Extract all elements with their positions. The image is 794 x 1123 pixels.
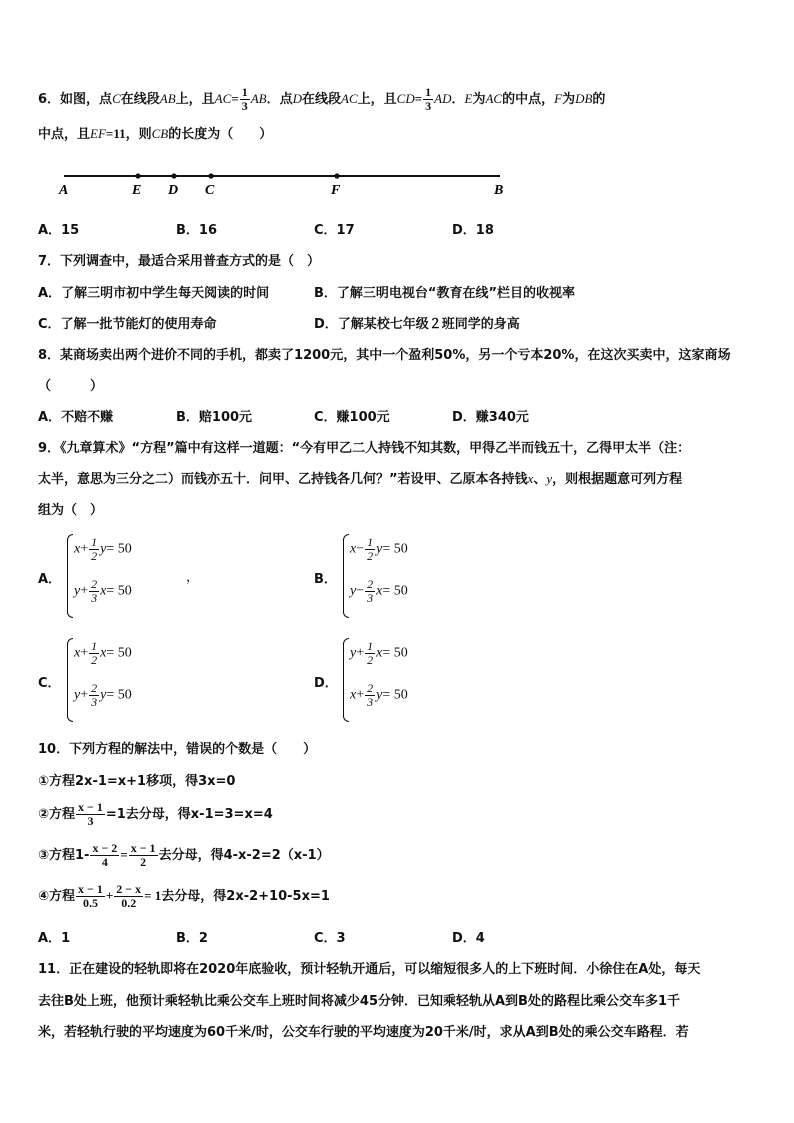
q9-line3: 组为（ ） xyxy=(38,503,104,518)
q11-line3: 米，若轻轨行驶的平均速度为60千米/时，公交车行驶的平均速度为20千米/时，求从A到B处的乘公交车路程．若 xyxy=(38,1025,689,1040)
option-letter: A． xyxy=(38,572,62,587)
label-e: E xyxy=(132,183,142,198)
q10-item-3: ③方程1- $\frac{x - 2}{4}$ = $\frac{x - 1}{2}$ 去分母，得4-x-2=2（x-1） xyxy=(38,841,330,869)
point-c xyxy=(208,173,213,178)
equation-1: x+ $\frac{1}{2}$ x= 50 xyxy=(74,639,132,667)
q9-option-b[interactable] xyxy=(314,532,574,620)
q10-option-a[interactable]: A．1 xyxy=(38,931,71,946)
equation-2: y+ $\frac{2}{3}$ y= 50 xyxy=(74,681,132,709)
label-c: C xyxy=(205,183,215,198)
equation-1: x− $\frac{1}{2}$ y= 50 xyxy=(350,535,408,563)
equation-1: x+ $\frac{1}{2}$ y= 50 xyxy=(74,535,132,563)
q6-option-b[interactable]: B．16 xyxy=(176,223,218,238)
q8-stem-line2: （ ） xyxy=(38,379,104,394)
equation-brace xyxy=(343,534,349,618)
equation-brace xyxy=(67,638,73,722)
q10-item-4: ④方程 $\frac{x - 1}{0.5}$ + $\frac{2 - x}{0.2}$ = 1去分母，得2x-2+10-5x=1 xyxy=(38,882,330,910)
equation-2: y− $\frac{2}{3}$ x= 50 xyxy=(350,577,408,605)
fraction: $\frac{1}{3}$ xyxy=(241,85,248,113)
option-letter: D． xyxy=(314,676,338,691)
q6-option-d[interactable]: D．18 xyxy=(452,223,494,238)
q7-stem: 7．下列调查中，最适合采用普查方式的是（ ） xyxy=(38,254,321,269)
q9-option-d[interactable] xyxy=(314,636,574,724)
label-b: B xyxy=(494,183,504,198)
q7-option-a[interactable]: A．了解三明市初中学生每天阅读的时间 xyxy=(38,286,270,301)
q8-stem-line1: 8．某商场卖出两个进价不同的手机，都卖了1200元，其中一个盈利50%，另一个亏本20%，在这次买卖中，这家商场 xyxy=(38,348,731,363)
label-f: F xyxy=(331,183,341,198)
point-e xyxy=(135,173,140,178)
equation-1: y+ $\frac{1}{2}$ x= 50 xyxy=(350,639,408,667)
q11-line1: 11．正在建设的轻轨即将在2020年底验收，预计轻轨开通后，可以缩短很多人的上下班时间．小徐住在A处，每天 xyxy=(38,962,701,977)
fraction: $\frac{1}{3}$ xyxy=(425,85,432,113)
option-letter: C． xyxy=(38,676,61,691)
q7-option-d[interactable]: D．了解某校七年级２班同学的身高 xyxy=(314,317,520,332)
q9-option-c[interactable] xyxy=(38,636,298,724)
q6-line2: 中点，且EF=11，则CB的长度为（ ） xyxy=(38,126,273,142)
q9-line2: 太半，意思为三分之二）而钱亦五十．问甲、乙持钱各几何？”若设甲、乙原本各持钱x、y，则根据题意可列方程 xyxy=(38,471,683,487)
q9-line1: 9．《九章算术》“方程”篇中有这样一道题：“今有甲乙二人持钱不知其数，甲得乙半而钱五十，乙得甲太半（注： xyxy=(38,441,691,456)
q8-option-b[interactable]: B．赔100元 xyxy=(176,410,253,425)
q8-option-c[interactable]: C．赚100元 xyxy=(314,410,390,425)
equation-brace xyxy=(343,638,349,722)
point-d xyxy=(171,173,176,178)
q7-option-c[interactable]: C．了解一批节能灯的使用寿命 xyxy=(38,317,217,332)
label-a: A xyxy=(59,183,69,198)
q6-option-c[interactable]: C．17 xyxy=(314,223,355,238)
q6-line1: 6．如图，点C在线段AB上，且AC= $\frac{1}{3}$ AB．点D在线段AC上，且CD= $\frac{1}{3}$ AD．E为AC的中点，F为DB的 xyxy=(38,85,606,113)
label-d: D xyxy=(168,183,179,198)
q10-option-d[interactable]: D．4 xyxy=(452,931,485,946)
option-letter: B． xyxy=(314,572,337,587)
q10-item-2: ②方程 $\frac{x - 1}{3}$ =1去分母，得x-1=3=x=4 xyxy=(38,800,273,828)
q8-option-a[interactable]: A．不赔不赚 xyxy=(38,410,114,425)
equation-brace xyxy=(67,534,73,618)
q10-stem: 10．下列方程的解法中，错误的个数是（ ） xyxy=(38,742,317,757)
q11-line2: 去往B处上班，他预计乘轻轨比乘公交车上班时间将减少45分钟．已知乘轻轨从A到B处的路程比乘公交车多1千 xyxy=(38,994,681,1009)
q8-option-d[interactable]: D．赚340元 xyxy=(452,410,529,425)
q10-option-c[interactable]: C．3 xyxy=(314,931,346,946)
q9-option-a[interactable] xyxy=(38,532,298,620)
point-f xyxy=(334,173,339,178)
equation-2: x+ $\frac{2}{3}$ y= 50 xyxy=(350,681,408,709)
q7-option-b[interactable]: B．了解三明电视台“教育在线”栏目的收视率 xyxy=(314,286,576,301)
q10-option-b[interactable]: B．2 xyxy=(176,931,208,946)
q10-item-1: ①方程2x-1=x+1移项，得3x=0 xyxy=(38,774,236,789)
option-tail: ， xyxy=(186,570,200,585)
segment-diagram xyxy=(0,162,794,202)
equation-2: y+ $\frac{2}{3}$ x= 50 xyxy=(74,577,132,605)
q6-option-a[interactable]: A．15 xyxy=(38,223,80,238)
